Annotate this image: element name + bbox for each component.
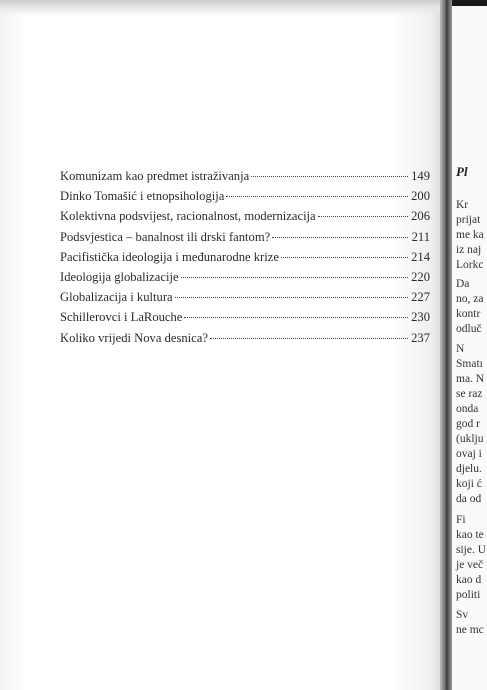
- toc-entry-title: Schillerovci i LaRouche: [60, 310, 183, 325]
- right-page-line: odluč: [456, 323, 482, 335]
- right-page-line: djelu.: [456, 463, 482, 475]
- toc-entry-page: 227: [411, 290, 430, 305]
- right-page-line: Da: [456, 278, 470, 290]
- toc-entry-title: Dinko Tomašić i etnopsihologija: [60, 189, 225, 204]
- toc-leader-dots: [272, 237, 408, 238]
- toc-entry-title: Kolektivna podsvijest, racionalnost, modernizacija: [60, 209, 316, 224]
- right-page-line: Fi: [456, 514, 466, 526]
- right-page-line: sije. U: [456, 544, 487, 556]
- right-page-line: politi: [456, 589, 481, 601]
- toc-leader-dots: [175, 297, 408, 298]
- toc-entry: [60, 310, 430, 330]
- toc-leader-dots: [181, 277, 408, 278]
- right-page: [452, 6, 487, 690]
- book-gutter: [440, 0, 452, 690]
- toc-entry-page: 149: [411, 169, 430, 183]
- toc-entry-page: 220: [411, 269, 430, 284]
- toc-leader-dots: [184, 317, 408, 318]
- toc-entry-title: Ideologija globalizacije: [60, 269, 179, 284]
- scan-top-shadow: [0, 0, 487, 16]
- right-page-line: onda: [456, 403, 479, 415]
- toc-entry: [60, 189, 430, 209]
- right-page-line: me ka: [456, 229, 484, 241]
- right-page-line: ma. N: [456, 373, 485, 385]
- toc-entry: [60, 250, 430, 270]
- toc-entry-page: 211: [411, 229, 430, 244]
- toc-entry-title: Globalizacija i kultura: [60, 290, 173, 305]
- right-page-line: prijat: [456, 214, 481, 226]
- toc-entry-page: 214: [411, 249, 430, 264]
- right-page-line: (uklju: [456, 433, 484, 445]
- right-page-line: Smatı: [456, 358, 483, 370]
- toc-leader-dots: [251, 176, 408, 177]
- toc-leader-dots: [226, 196, 408, 197]
- toc-leader-dots: [210, 338, 408, 339]
- right-page-line: Sv: [456, 609, 469, 621]
- toc-entry: [60, 169, 430, 189]
- right-page-line: god r: [456, 418, 480, 430]
- toc-entry: [60, 230, 430, 250]
- toc-leader-dots: [318, 216, 408, 217]
- toc-entry-page: 206: [411, 209, 430, 224]
- right-page-line: iz naj: [456, 244, 482, 256]
- toc-entry-page: 230: [411, 310, 430, 325]
- right-page-line: ne mc: [456, 624, 484, 636]
- right-page-line: se raz: [456, 388, 483, 400]
- right-page-line: N: [456, 343, 465, 355]
- toc-entry: [60, 270, 430, 290]
- toc-entry: [60, 209, 430, 229]
- toc-entry-page: 200: [411, 189, 430, 204]
- right-page-line: no, za: [456, 293, 484, 305]
- toc-entry-page: 237: [411, 330, 430, 345]
- toc-entry-title: Koliko vrijedi Nova desnica?: [60, 330, 208, 345]
- table-of-contents: [60, 169, 430, 351]
- right-page-line: da od: [456, 493, 482, 505]
- right-page-line: kontr: [456, 308, 481, 320]
- right-page-line: je več: [456, 559, 484, 571]
- right-page-line: koji ć: [456, 478, 482, 490]
- right-page-heading: Pl: [456, 164, 468, 179]
- toc-entry: [60, 290, 430, 310]
- toc-leader-dots: [281, 257, 408, 258]
- right-page-line: kao d: [456, 574, 482, 586]
- toc-entry: [60, 331, 430, 351]
- right-page-line: Kr: [456, 199, 469, 211]
- right-page-line: Lorkc: [456, 259, 484, 271]
- toc-entry-title: Podsvjestica – banalnost ili drski fantom?: [60, 229, 271, 244]
- right-page-line: ovaj i: [456, 448, 482, 460]
- toc-entry-title: Komunizam kao predmet istraživanja: [60, 169, 250, 183]
- right-page-line: kao te: [456, 529, 484, 541]
- left-page: [0, 6, 444, 690]
- toc-entry-title: Pacifistička ideologija i međunarodne krize: [60, 249, 279, 264]
